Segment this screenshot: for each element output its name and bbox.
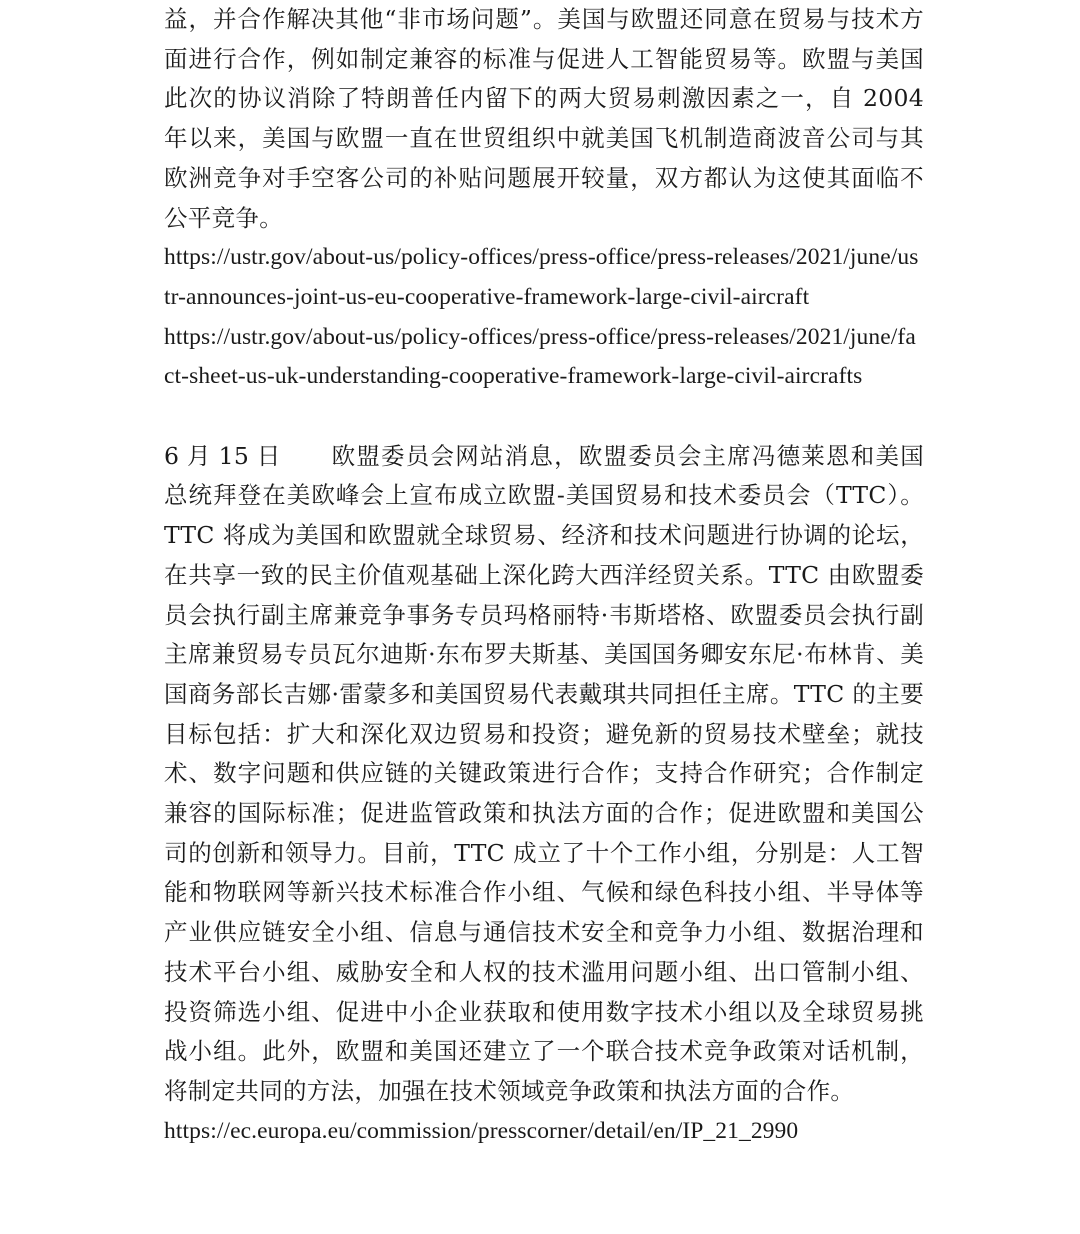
entry-date: 6 月 15 日 xyxy=(164,441,281,470)
source-link-ec-press-corner[interactable]: https://ec.europa.eu/commission/presscorner/detail/en/IP_21_2990 xyxy=(164,1117,799,1144)
paragraph-ttc-text: 欧盟委员会网站消息，欧盟委员会主席冯德莱恩和美国总统拜登在美欧峰会上宣布成立欧盟-美国贸易和技术委员会（TTC）。TTC 将成为美国和欧盟就全球贸易、经济和技术问题进行协调的论坛，在共享一致的民主价值观基础上深化跨大西洋经贸关系。TTC 由欧盟委员会执行副主席兼竞争事务专员玛格丽特·韦斯塔格、欧盟委员会执行副主席兼贸易专员瓦尔迪斯·东布罗夫斯基、美国国务卿安东尼·布林肯、美国商务部长吉娜·雷蒙多和美国贸易代表戴琪共同担任主席。TTC 的主要目标包括：扩大和深化双边贸易和投资；避免新的贸易技术壁垒；就技术、数字问题和供应链的关键政策进行合作；支持合作研究；合作制定兼容的国际标准；促进监管政策和执法方面的合作；促进欧盟和美国公司的创新和领导力。目前，TTC 成立了十个工作小组，分别是：人工智能和物联网等新兴技术标准合作小组、气候和绿色科技小组、半导体等产业供应链安全小组、信息与通信技术安全和竞争力小组、数据治理和技术平台小组、威胁安全和人权的技术滥用问题小组、出口管制小组、投资筛选小组、促进中小企业获取和使用数字技术小组以及全球贸易挑战小组。此外，欧盟和美国还建立了一个联合技术竞争政策对话机制，将制定共同的方法，加强在技术领域竞争政策和执法方面的合作。 xyxy=(164,441,924,1105)
source-link-ustr-uk-fact-sheet[interactable]: https://ustr.gov/about-us/policy-offices/press-office/press-releases/2021/june/fact-sheet-us-uk-understanding-cooperative-framework-large-civil-aircrafts xyxy=(164,323,916,390)
paragraph-aircraft-agreement: 益，并合作解决其他“非市场问题”。美国与欧盟还同意在贸易与技术方面进行合作，例如制定兼容的标准与促进人工智能贸易等。欧盟与美国此次的协议消除了特朗普任内留下的两大贸易刺激因素之一，自 2004 年以来，美国与欧盟一直在世贸组织中就美国飞机制造商波音公司与其欧洲竞争对手空客公司的补贴问题展开较量，双方都认为这使其面临不公平竞争。 xyxy=(164,5,924,232)
paragraph-gap xyxy=(164,397,924,437)
paragraph-ttc-announcement xyxy=(164,437,924,1112)
source-link-ustr-joint-framework[interactable]: https://ustr.gov/about-us/policy-offices/press-office/press-releases/2021/june/ustr-announces-joint-us-eu-cooperative-framework-large-civil-aircraft xyxy=(164,244,919,310)
document-page xyxy=(164,0,924,1151)
